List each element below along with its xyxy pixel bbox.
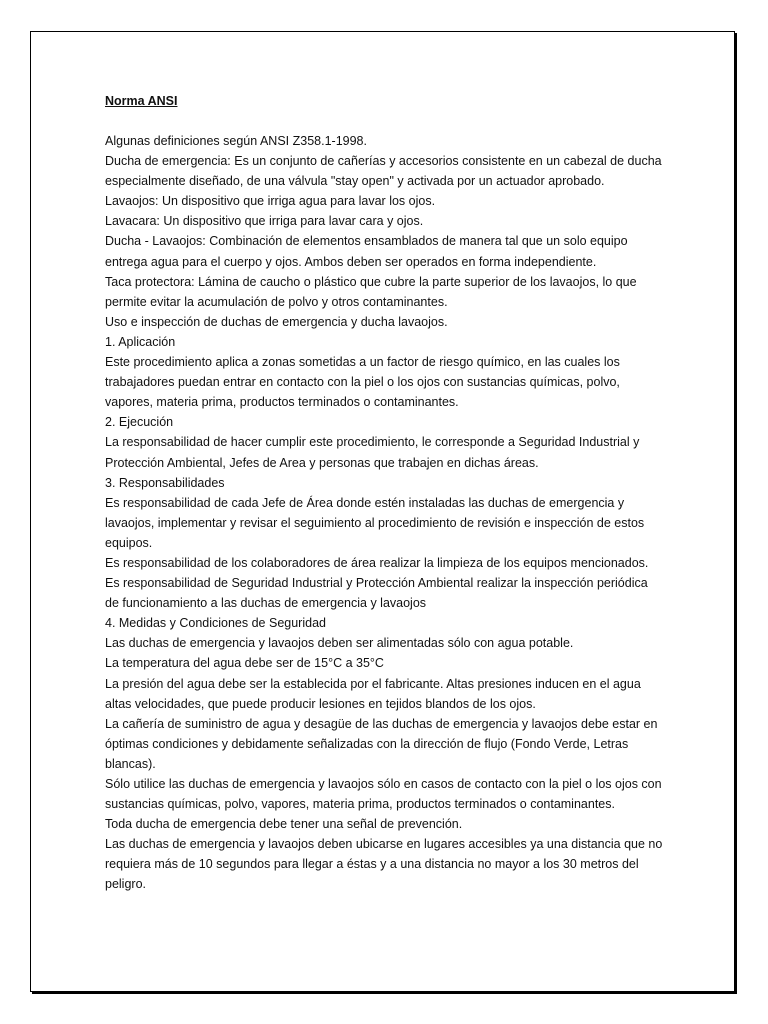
text-line: blancas). bbox=[105, 756, 156, 771]
text-line: Taca protectora: Lámina de caucho o plástico que cubre la parte superior de los lavaojos, lo que bbox=[105, 274, 637, 289]
text-line: entrega agua para el cuerpo y ojos. Ambos deben ser operados en forma independiente. bbox=[105, 254, 597, 269]
text-line: Algunas definiciones según ANSI Z358.1-1998. bbox=[105, 134, 367, 148]
text-line: Ducha - Lavaojos: Combinación de elementos ensamblados de manera tal que un solo equipo bbox=[105, 234, 628, 249]
document-title: Norma ANSI bbox=[105, 94, 178, 108]
text-line: sustancias químicas, polvo, vapores, materia prima, productos terminados o contaminantes. bbox=[105, 797, 615, 812]
text-line: Es responsabilidad de cada Jefe de Área donde estén instaladas las duchas de emergencia y bbox=[105, 495, 625, 510]
text-line: especialmente diseñado, de una válvula "stay open" y activada por un actuador aprobado. bbox=[105, 174, 605, 189]
text-line: requiera más de 10 segundos para llegar a éstas y a una distancia no mayor a los 30 metros del bbox=[105, 857, 639, 872]
text-line: Es responsabilidad de los colaboradores de área realizar la limpieza de los equipos mencionados. bbox=[105, 555, 649, 570]
text-line: 3. Responsabilidades bbox=[105, 475, 225, 490]
text-line: Las duchas de emergencia y lavaojos deben ser alimentadas sólo con agua potable. bbox=[105, 636, 574, 651]
text-line: Ducha de emergencia: Es un conjunto de cañerías y accesorios consistente en un cabezal de ducha bbox=[105, 154, 662, 169]
text-line: lavaojos, implementar y revisar el seguimiento al procedimiento de revisión e inspección de estos bbox=[105, 515, 645, 530]
text-line: Es responsabilidad de Seguridad Industrial y Protección Ambiental realizar la inspección periódica bbox=[105, 576, 648, 591]
text-line: La cañería de suministro de agua y desagüe de las duchas de emergencia y lavaojos debe estar en bbox=[105, 716, 658, 731]
text-line: Lavacara: Un dispositivo que irriga para lavar cara y ojos. bbox=[105, 214, 424, 229]
text-line: equipos. bbox=[105, 535, 153, 550]
text-line: óptimas condiciones y debidamente señalizadas con la dirección de flujo (Fondo Verde, Letras bbox=[105, 736, 629, 751]
text-line: Lavaojos: Un dispositivo que irriga agua para lavar los ojos. bbox=[105, 194, 436, 209]
text-line: La temperatura del agua debe ser de 15°C a 35°C bbox=[105, 656, 384, 671]
text-line: 2. Ejecución bbox=[105, 415, 174, 430]
text-line: permite evitar la acumulación de polvo y otros contaminantes. bbox=[105, 294, 448, 309]
text-line: 4. Medidas y Condiciones de Seguridad bbox=[105, 616, 326, 631]
text-line: peligro. bbox=[105, 877, 146, 892]
text-line: Protección Ambiental, Jefes de Area y personas que trabajen en dichas áreas. bbox=[105, 455, 539, 470]
document-body bbox=[105, 91, 665, 895]
text-line: altas velocidades, que puede producir lesiones en tejidos blandos de los ojos. bbox=[105, 696, 536, 711]
text-line: trabajadores puedan entrar en contacto con la piel o los ojos con sustancias químicas, polvo, bbox=[105, 375, 620, 390]
text-line: Uso e inspección de duchas de emergencia y ducha lavaojos. bbox=[105, 314, 448, 329]
text-line: La presión del agua debe ser la establecida por el fabricante. Altas presiones inducen en el agua bbox=[105, 676, 641, 691]
document-text bbox=[105, 131, 665, 895]
text-line: Toda ducha de emergencia debe tener una señal de prevención. bbox=[105, 817, 463, 832]
text-line: 1. Aplicación bbox=[105, 334, 176, 349]
text-line: vapores, materia prima, productos terminados o contaminantes. bbox=[105, 395, 459, 410]
text-line: Sólo utilice las duchas de emergencia y lavaojos sólo en casos de contacto con la piel o los ojos con bbox=[105, 777, 662, 791]
text-line: Este procedimiento aplica a zonas sometidas a un factor de riesgo químico, en las cuales los bbox=[105, 355, 620, 370]
text-line: de funcionamiento a las duchas de emergencia y lavaojos bbox=[105, 596, 427, 611]
text-line: La responsabilidad de hacer cumplir este procedimiento, le corresponde a Seguridad Industrial y bbox=[105, 435, 640, 450]
text-line: Las duchas de emergencia y lavaojos deben ubicarse en lugares accesibles ya una distancia que no bbox=[105, 837, 663, 852]
